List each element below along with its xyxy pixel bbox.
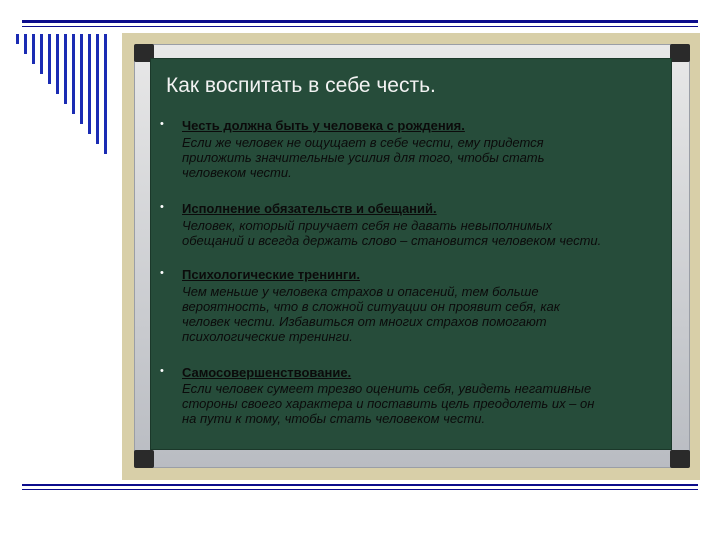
stripe [64,34,67,104]
bottom-rule-thin [22,489,698,490]
stripe [40,34,43,74]
item-body: Если же человек не ощущает в себе чести, ему придется приложить значительные усилия для того, чтобы стать человеком чести. [182,135,545,180]
stripe [56,34,59,94]
stripe [72,34,75,114]
stripe [24,34,27,54]
stripe [104,34,107,154]
bullet: • [160,201,164,213]
item-body: Если человек сумеет трезво оценить себя, увидеть негативные стороны своего характера и поставить цель преодолеть их – он на пути к тому, чтобы стать человеком чести. [182,381,595,426]
slide-title: Как воспитать в себе честь. [166,74,436,97]
board-corner [670,44,690,62]
stripe [96,34,99,144]
bullet: • [160,365,164,377]
item-body: Человек, который приучает себя не давать невыполнимых обещаний и всегда держать слово – становится человеком чести. [182,218,602,248]
item-heading: Психологические тренинги. [182,267,360,282]
stripe [48,34,51,84]
board-corner [670,450,690,468]
board-corner [134,450,154,468]
top-rule [22,20,698,23]
stripe [80,34,83,124]
bullet: • [160,118,164,130]
stripe [88,34,91,134]
item-heading: Самосовершенствование. [182,365,352,380]
stripe [16,34,19,44]
top-rule-thin [22,26,698,27]
item-heading: Честь должна быть у человека с рождения. [182,118,465,133]
bottom-rule [22,484,698,486]
bullet: • [160,267,164,279]
item-heading: Исполнение обязательств и обещаний. [182,201,437,216]
stripe [32,34,35,64]
item-body: Чем меньше у человека страхов и опасений, тем больше вероятность, что в сложной ситуации он проявит себя, как человек чести. Избавиться от многих страхов помогают психологические тренинги. [182,284,560,344]
